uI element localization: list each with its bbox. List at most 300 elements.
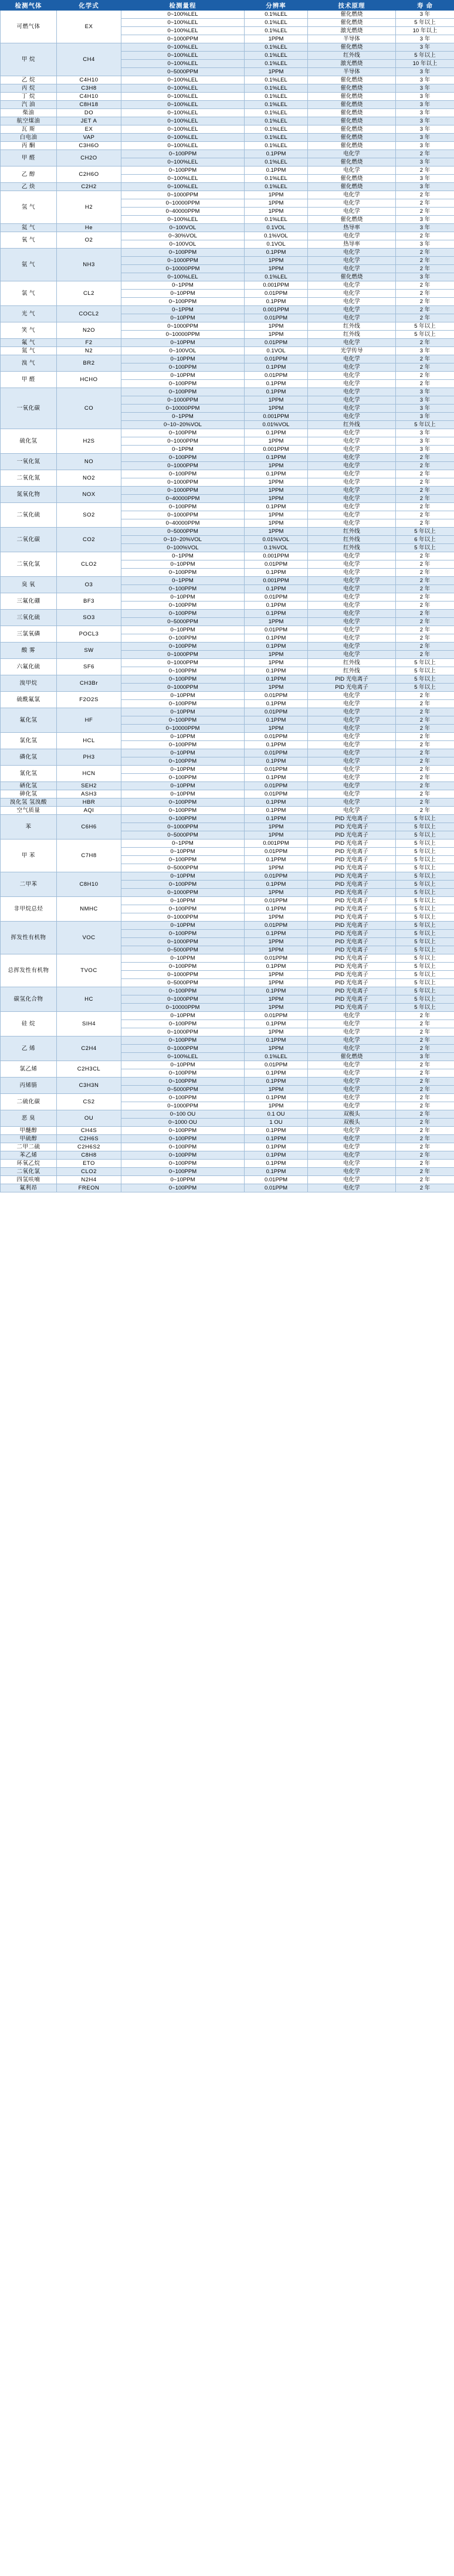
cell-life: 2 年 [396, 651, 454, 659]
cell-life: 5 年以上 [396, 905, 454, 913]
cell-range: 0~100PPM [121, 675, 245, 684]
cell-formula: HBR [57, 798, 121, 807]
cell-resolution: 0.01PPM [245, 708, 308, 716]
cell-range: 0~100PPM [121, 1135, 245, 1143]
table-row [1, 1110, 454, 1119]
cell-range: 0~5000PPM [121, 618, 245, 626]
cell-resolution: 0.1PPM [245, 150, 308, 158]
cell-life: 2 年 [396, 166, 454, 175]
column-header-resolution: 分辨率 [245, 1, 308, 11]
cell-resolution: 0.1PPM [245, 930, 308, 938]
cell-range: 0~1000PPM [121, 191, 245, 199]
table-row [1, 577, 454, 585]
table-row [1, 470, 454, 478]
cell-life: 3 年 [396, 109, 454, 117]
table-row [1, 372, 454, 380]
cell-formula: C3H8 [57, 84, 121, 93]
cell-range: 0~100%LEL [121, 52, 245, 60]
cell-resolution: 0.1%LEL [245, 158, 308, 166]
table-row [1, 1094, 454, 1102]
cell-range: 0~1000PPM [121, 889, 245, 897]
cell-gas-name: 苯乙烯 [1, 1151, 57, 1160]
cell-gas-name: 挥发性有机物 [1, 922, 57, 954]
cell-gas-name: 恶 臭 [1, 1110, 57, 1127]
cell-formula: NOX [57, 487, 121, 503]
cell-life: 2 年 [396, 1045, 454, 1053]
cell-technology: 电化学 [308, 1012, 396, 1020]
cell-technology: PID 光电离子 [308, 922, 396, 930]
table-row [1, 1168, 454, 1176]
cell-life: 3 年 [396, 413, 454, 421]
cell-technology: PID 光电离子 [308, 856, 396, 864]
cell-formula: C2H4 [57, 1036, 121, 1061]
cell-technology: PID 光电离子 [308, 815, 396, 823]
cell-technology: 电化学 [308, 610, 396, 618]
cell-technology: 电化学 [308, 306, 396, 314]
cell-resolution: 0.1%LEL [245, 109, 308, 117]
table-row [1, 659, 454, 667]
cell-range: 0~100PPM [121, 585, 245, 593]
cell-technology: 电化学 [308, 1184, 396, 1192]
cell-formula: ASH3 [57, 790, 121, 798]
cell-resolution: 1PPM [245, 823, 308, 831]
cell-resolution: 0.1PPM [245, 569, 308, 577]
cell-gas-name: 甲 烷 [1, 43, 57, 76]
cell-range: 0~100VOL [121, 240, 245, 249]
cell-resolution: 0.001PPM [245, 840, 308, 848]
cell-formula: C3H3N [57, 1078, 121, 1094]
cell-gas-name: 一氧化氮 [1, 454, 57, 470]
cell-technology: 电化学 [308, 733, 396, 741]
cell-formula: HCL [57, 733, 121, 749]
cell-technology: 催化燃烧 [308, 273, 396, 281]
cell-life: 2 年 [396, 208, 454, 216]
cell-resolution: 0.01PPM [245, 1176, 308, 1184]
cell-resolution: 0.01PPM [245, 290, 308, 298]
cell-life: 2 年 [396, 626, 454, 634]
cell-life: 2 年 [396, 1012, 454, 1020]
cell-technology: 电化学 [308, 585, 396, 593]
cell-life: 10 年以上 [396, 60, 454, 68]
cell-gas-name: 四氢呋喃 [1, 1176, 57, 1184]
cell-resolution: 0.01PPM [245, 897, 308, 905]
cell-life: 3 年 [396, 1053, 454, 1061]
cell-life: 2 年 [396, 1168, 454, 1176]
cell-resolution: 0.1PPM [245, 429, 308, 437]
cell-gas-name: 氮氧化物 [1, 487, 57, 503]
table-row [1, 150, 454, 158]
cell-resolution: 0.1PPM [245, 1078, 308, 1086]
cell-range: 0~1000PPM [121, 478, 245, 487]
cell-technology: 红外线 [308, 667, 396, 675]
cell-life: 2 年 [396, 519, 454, 528]
cell-life: 2 年 [396, 733, 454, 741]
cell-gas-name: 二硫化碳 [1, 1094, 57, 1110]
cell-formula: C8H8 [57, 1151, 121, 1160]
cell-range: 0~100%LEL [121, 27, 245, 35]
gas-detection-table [0, 0, 454, 1192]
cell-resolution: 1PPM [245, 35, 308, 43]
cell-resolution: 1PPM [245, 511, 308, 519]
cell-range: 0~100PPM [121, 798, 245, 807]
cell-resolution: 0.01PPM [245, 339, 308, 347]
cell-life: 2 年 [396, 1102, 454, 1110]
table-row [1, 322, 454, 331]
cell-range: 0~100PPM [121, 930, 245, 938]
cell-life: 10 年以上 [396, 27, 454, 35]
cell-gas-name: 磷化氢 [1, 749, 57, 766]
cell-life: 3 年 [396, 76, 454, 84]
cell-range: 0~100%LEL [121, 158, 245, 166]
cell-life: 5 年以上 [396, 19, 454, 27]
cell-resolution: 1PPM [245, 971, 308, 979]
cell-formula: VAP [57, 134, 121, 142]
cell-resolution: 0.01PPM [245, 848, 308, 856]
cell-range: 0~1000PPM [121, 511, 245, 519]
cell-life: 2 年 [396, 339, 454, 347]
table-row [1, 84, 454, 93]
cell-life: 5 年以上 [396, 897, 454, 905]
table-row [1, 626, 454, 634]
cell-technology: 电化学 [308, 355, 396, 363]
cell-resolution: 0.1%LEL [245, 101, 308, 109]
cell-range: 0~10PPM [121, 1176, 245, 1184]
cell-life: 5 年以上 [396, 979, 454, 987]
cell-life: 2 年 [396, 1160, 454, 1168]
table-row [1, 487, 454, 495]
cell-resolution: 0.1PPM [245, 815, 308, 823]
cell-range: 0~10PPM [121, 766, 245, 774]
cell-range: 0~40000PPM [121, 519, 245, 528]
cell-resolution: 1PPM [245, 257, 308, 265]
cell-life: 5 年以上 [396, 987, 454, 995]
cell-formula: C7H8 [57, 840, 121, 872]
cell-technology: 电化学 [308, 651, 396, 659]
cell-range: 0~100VOL [121, 224, 245, 232]
cell-technology: 红外线 [308, 52, 396, 60]
cell-gas-name: 乙 烯 [1, 1036, 57, 1061]
cell-life: 2 年 [396, 454, 454, 462]
cell-range: 0~1000PPM [121, 971, 245, 979]
cell-technology: PID 光电离子 [308, 987, 396, 995]
cell-technology: 电化学 [308, 339, 396, 347]
cell-formula: BR2 [57, 355, 121, 372]
cell-formula: EX [57, 11, 121, 43]
cell-life: 2 年 [396, 692, 454, 700]
cell-gas-name: 砷化氢 [1, 790, 57, 798]
table-row [1, 355, 454, 363]
cell-technology: PID 光电离子 [308, 979, 396, 987]
cell-range: 0~100PPM [121, 388, 245, 396]
cell-range: 0~100PPM [121, 1127, 245, 1135]
cell-technology: PID 光电离子 [308, 684, 396, 692]
cell-resolution: 0.001PPM [245, 281, 308, 290]
cell-technology: 热导率 [308, 224, 396, 232]
cell-resolution: 0.01PPM [245, 314, 308, 322]
cell-range: 0~100 OU [121, 1110, 245, 1119]
table-row [1, 454, 454, 462]
cell-gas-name: 硅 烷 [1, 1012, 57, 1036]
cell-resolution: 0.001PPM [245, 552, 308, 560]
cell-technology: 电化学 [308, 166, 396, 175]
cell-gas-name: 白电油 [1, 134, 57, 142]
cell-life: 5 年以上 [396, 938, 454, 946]
cell-gas-name: 氦 气 [1, 224, 57, 232]
cell-life: 3 年 [396, 183, 454, 191]
cell-range: 0~100PPM [121, 363, 245, 372]
cell-range: 0~1PPM [121, 306, 245, 314]
table-row [1, 232, 454, 240]
cell-gas-name: 氟化氢 [1, 708, 57, 733]
cell-formula: AQI [57, 807, 121, 815]
cell-gas-name: 可燃气体 [1, 11, 57, 43]
cell-gas-name: 一氧化碳 [1, 388, 57, 429]
cell-life: 3 年 [396, 240, 454, 249]
cell-resolution: 1PPM [245, 659, 308, 667]
cell-life: 5 年以上 [396, 831, 454, 840]
cell-technology: 电化学 [308, 372, 396, 380]
cell-life: 2 年 [396, 643, 454, 651]
cell-gas-name: 乙 醇 [1, 166, 57, 183]
cell-life: 2 年 [396, 1119, 454, 1127]
cell-life: 5 年以上 [396, 872, 454, 881]
cell-gas-name: 六氟化硫 [1, 659, 57, 675]
cell-formula: He [57, 224, 121, 232]
cell-resolution: 0.01PPM [245, 922, 308, 930]
cell-life: 2 年 [396, 1110, 454, 1119]
cell-resolution: 1PPM [245, 913, 308, 922]
cell-range: 0~30%VOL [121, 232, 245, 240]
cell-life: 2 年 [396, 290, 454, 298]
cell-technology: 电化学 [308, 478, 396, 487]
table-row [1, 1061, 454, 1069]
cell-resolution: 0.1PPM [245, 610, 308, 618]
cell-resolution: 1PPM [245, 405, 308, 413]
cell-range: 0~10000PPM [121, 199, 245, 208]
cell-technology: 电化学 [308, 569, 396, 577]
cell-life: 5 年以上 [396, 331, 454, 339]
table-row [1, 872, 454, 881]
cell-range: 0~5000PPM [121, 979, 245, 987]
cell-formula: TVOC [57, 954, 121, 987]
cell-formula: C8H18 [57, 101, 121, 109]
cell-life: 5 年以上 [396, 1004, 454, 1012]
cell-technology: 红外线 [308, 659, 396, 667]
cell-range: 0~100PPM [121, 166, 245, 175]
table-row [1, 11, 454, 19]
cell-gas-name: 苯 [1, 815, 57, 840]
cell-life: 2 年 [396, 1176, 454, 1184]
cell-resolution: 1PPM [245, 478, 308, 487]
cell-resolution: 0.1PPM [245, 601, 308, 610]
cell-life: 3 年 [396, 158, 454, 166]
cell-technology: 催化燃烧 [308, 125, 396, 134]
cell-gas-name: 氟利昂 [1, 1184, 57, 1192]
cell-range: 0~100PPM [121, 1069, 245, 1078]
cell-life: 3 年 [396, 446, 454, 454]
cell-formula: C8H10 [57, 872, 121, 897]
cell-technology: 催化燃烧 [308, 142, 396, 150]
cell-gas-name: 氢 气 [1, 191, 57, 224]
cell-technology: 电化学 [308, 199, 396, 208]
cell-technology: 电化学 [308, 446, 396, 454]
cell-life: 2 年 [396, 470, 454, 478]
cell-life: 2 年 [396, 462, 454, 470]
cell-range: 0~10~20%VOL [121, 421, 245, 429]
cell-technology: PID 光电离子 [308, 905, 396, 913]
cell-resolution: 0.1PPM [245, 987, 308, 995]
cell-formula: COCL2 [57, 306, 121, 322]
cell-resolution: 0.1PPM [245, 1143, 308, 1151]
cell-formula: C2H6O [57, 166, 121, 183]
cell-technology: 电化学 [308, 798, 396, 807]
table-row [1, 183, 454, 191]
cell-resolution: 0.1PPM [245, 643, 308, 651]
cell-range: 0~100%LEL [121, 216, 245, 224]
table-row [1, 249, 454, 257]
cell-gas-name: 丙 酮 [1, 142, 57, 150]
table-row [1, 922, 454, 930]
cell-resolution: 1PPM [245, 519, 308, 528]
table-row [1, 815, 454, 823]
table-row [1, 692, 454, 700]
cell-resolution: 0.1PPM [245, 716, 308, 725]
cell-gas-name: 二氧化硫 [1, 503, 57, 528]
cell-technology: 电化学 [308, 1078, 396, 1086]
cell-life: 5 年以上 [396, 963, 454, 971]
cell-technology: 光学传导 [308, 347, 396, 355]
cell-gas-name: 氨 气 [1, 249, 57, 281]
cell-technology: 电化学 [308, 232, 396, 240]
cell-range: 0~10PPM [121, 560, 245, 569]
cell-resolution: 1PPM [245, 495, 308, 503]
cell-range: 0~10PPM [121, 1012, 245, 1020]
cell-resolution: 1PPM [245, 1045, 308, 1053]
table-row [1, 1078, 454, 1086]
cell-technology: 电化学 [308, 1127, 396, 1135]
cell-resolution: 0.1PPM [245, 1168, 308, 1176]
cell-technology: 电化学 [308, 692, 396, 700]
cell-life: 2 年 [396, 1094, 454, 1102]
cell-life: 5 年以上 [396, 322, 454, 331]
cell-life: 2 年 [396, 1086, 454, 1094]
cell-gas-name: 酸 雾 [1, 643, 57, 659]
cell-resolution: 0.1%LEL [245, 52, 308, 60]
cell-technology: PID 光电离子 [308, 913, 396, 922]
cell-resolution: 0.1%LEL [245, 93, 308, 101]
cell-life: 2 年 [396, 355, 454, 363]
cell-range: 0~10PPM [121, 790, 245, 798]
cell-resolution: 0.001PPM [245, 413, 308, 421]
cell-resolution: 0.1PPM [245, 905, 308, 913]
cell-technology: 电化学 [308, 388, 396, 396]
cell-technology: 电化学 [308, 191, 396, 199]
cell-gas-name: 丁 烷 [1, 93, 57, 101]
cell-technology: 电化学 [308, 290, 396, 298]
cell-resolution: 0.01%VOL [245, 421, 308, 429]
cell-resolution: 1PPM [245, 1102, 308, 1110]
cell-resolution: 1PPM [245, 68, 308, 76]
cell-life: 5 年以上 [396, 528, 454, 536]
cell-gas-name: 笑 气 [1, 322, 57, 339]
cell-life: 2 年 [396, 298, 454, 306]
table-row [1, 347, 454, 355]
cell-range: 0~100%LEL [121, 43, 245, 52]
table-row [1, 306, 454, 314]
cell-gas-name: 环氧乙烷 [1, 1160, 57, 1168]
table-row [1, 528, 454, 536]
cell-range: 0~10PPM [121, 782, 245, 790]
cell-formula: EX [57, 125, 121, 134]
cell-formula: SW [57, 643, 121, 659]
cell-range: 0~5000PPM [121, 831, 245, 840]
cell-range: 0~5000PPM [121, 1086, 245, 1094]
cell-life: 3 年 [396, 117, 454, 125]
cell-resolution: 0.1%VOL [245, 232, 308, 240]
cell-range: 0~1000PPM [121, 1028, 245, 1036]
cell-resolution: 0.01PPM [245, 692, 308, 700]
cell-life: 2 年 [396, 487, 454, 495]
cell-technology: 电化学 [308, 601, 396, 610]
cell-formula: FREON [57, 1184, 121, 1192]
cell-gas-name: 甲醚醇 [1, 1127, 57, 1135]
cell-range: 0~1000PPM [121, 1102, 245, 1110]
cell-technology: 半导体 [308, 35, 396, 43]
cell-resolution: 0.01PPM [245, 790, 308, 798]
cell-formula: C4H10 [57, 76, 121, 84]
cell-technology: 电化学 [308, 470, 396, 478]
cell-life: 3 年 [396, 437, 454, 446]
cell-technology: PID 光电离子 [308, 675, 396, 684]
cell-gas-name: 乙 炔 [1, 183, 57, 191]
table-row [1, 93, 454, 101]
table-row [1, 1012, 454, 1020]
cell-range: 0~5000PPM [121, 946, 245, 954]
cell-resolution: 0.1%LEL [245, 84, 308, 93]
cell-life: 2 年 [396, 511, 454, 519]
cell-gas-name: 瓦 斯 [1, 125, 57, 134]
cell-range: 0~1000PPM [121, 823, 245, 831]
cell-life: 5 年以上 [396, 881, 454, 889]
cell-life: 2 年 [396, 610, 454, 618]
cell-resolution: 0.1PPM [245, 1094, 308, 1102]
cell-technology: 电化学 [308, 1094, 396, 1102]
cell-resolution: 0.1PPM [245, 454, 308, 462]
cell-technology: 激光燃烧 [308, 60, 396, 68]
cell-resolution: 1PPM [245, 725, 308, 733]
table-row [1, 643, 454, 651]
cell-range: 0~100PPM [121, 1020, 245, 1028]
cell-formula: HCHO [57, 372, 121, 388]
cell-technology: PID 光电离子 [308, 946, 396, 954]
cell-formula: NO2 [57, 470, 121, 487]
cell-technology: 电化学 [308, 257, 396, 265]
cell-resolution: 0.01PPM [245, 1012, 308, 1020]
cell-life: 3 年 [396, 68, 454, 76]
cell-range: 0~100%LEL [121, 1053, 245, 1061]
cell-technology: 红外线 [308, 536, 396, 544]
cell-formula: N2 [57, 347, 121, 355]
cell-life: 3 年 [396, 405, 454, 413]
cell-gas-name: 硫化氢 [1, 429, 57, 454]
cell-resolution: 0.01PPM [245, 872, 308, 881]
cell-resolution: 0.01PPM [245, 626, 308, 634]
table-row [1, 766, 454, 774]
cell-formula: NH3 [57, 249, 121, 281]
cell-technology: 催化燃烧 [308, 101, 396, 109]
cell-range: 0~10PPM [121, 749, 245, 757]
cell-range: 0~10000PPM [121, 725, 245, 733]
